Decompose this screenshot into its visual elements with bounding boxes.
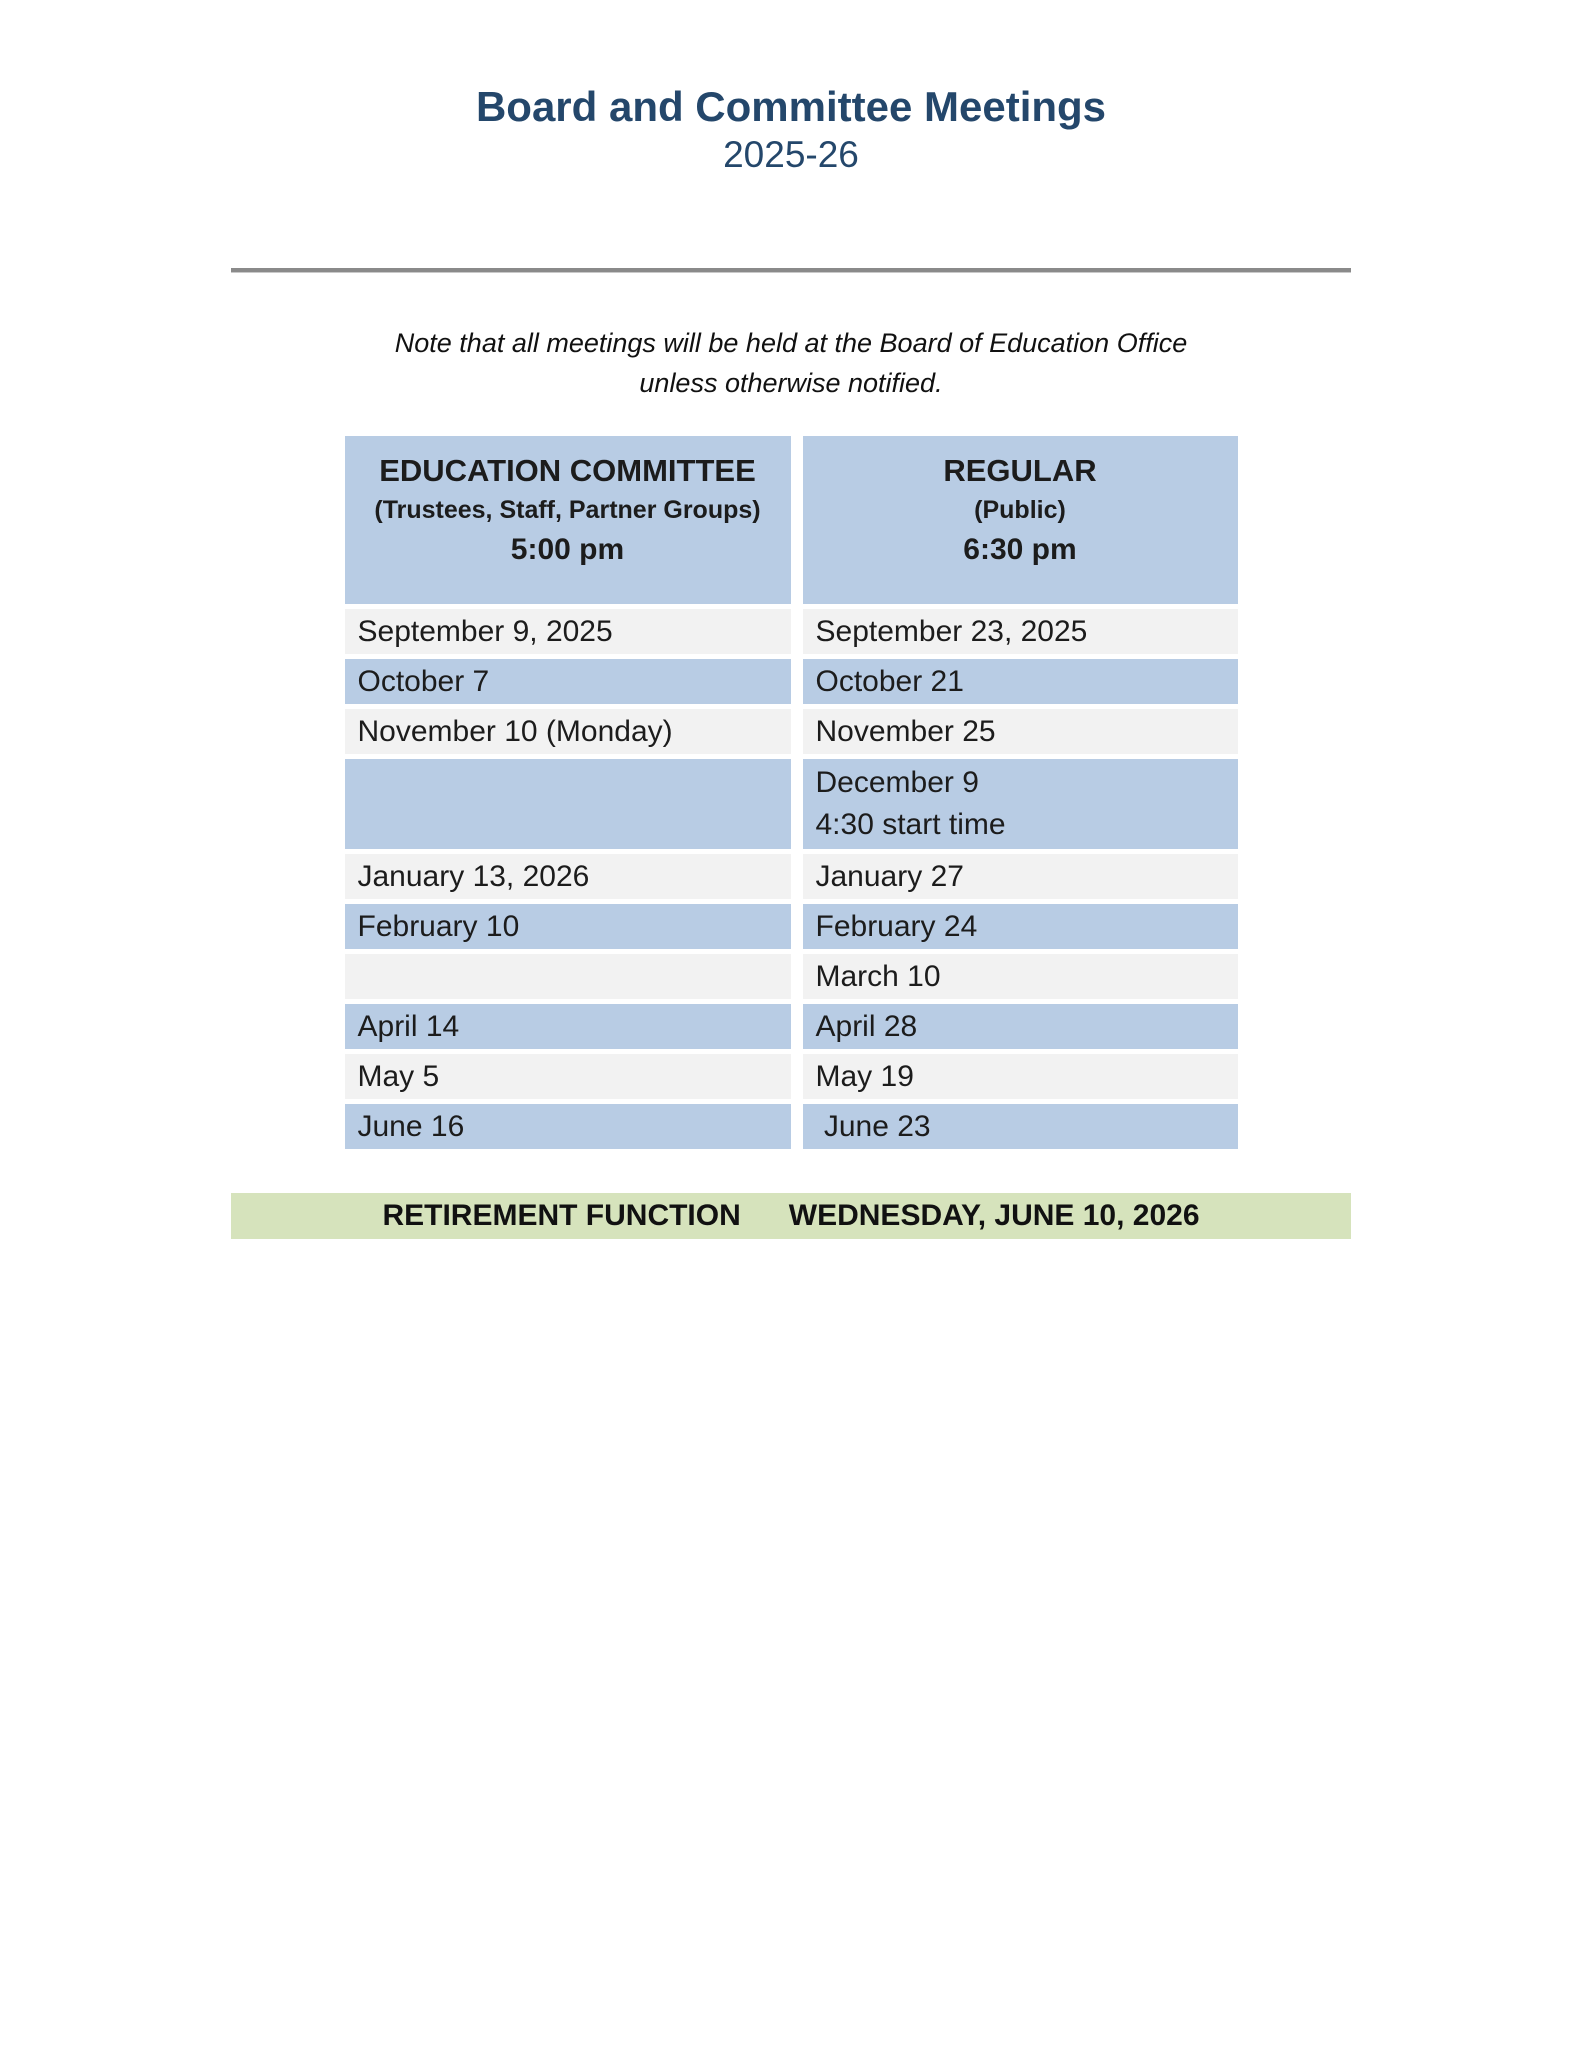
retirement-banner-date: WEDNESDAY, JUNE 10, 2026 [788,1199,1200,1232]
date-cell-regular-2: November 25 [803,709,1238,754]
date-cell-regular-6: March 10 [803,954,1238,999]
regular-meeting-subtitle: (Public) [974,496,1066,524]
date-cell-education-9: June 16 [345,1104,791,1149]
page-title: Board and Committee Meetings [475,83,1107,130]
date-cell-education-3 [345,759,791,849]
note-line-1: Note that all meetings will be held at the Board of Education Office [394,328,1188,358]
date-cell-education-2: November 10 (Monday) [345,709,791,754]
meetings-table [345,436,1238,1149]
date-cell-regular-0: September 23, 2025 [803,609,1238,654]
education-committee-subtitle: (Trustees, Staff, Partner Groups) [374,496,761,524]
regular-meeting-time: 6:30 pm [963,533,1077,566]
date-cell-regular-1: October 21 [803,659,1238,704]
document-page [231,0,1351,1239]
horizontal-rule [231,268,1351,273]
date-cell-education-0: September 9, 2025 [345,609,791,654]
page-subtitle: 2025-26 [723,134,859,175]
date-cell-education-1: October 7 [345,659,791,704]
note-line-2: unless otherwise notified. [639,368,943,398]
regular-meeting-title: REGULAR [943,453,1097,488]
date-cell-regular-5: February 24 [803,904,1238,949]
education-committee-header [345,436,791,604]
date-cell-regular-4: January 27 [803,854,1238,899]
date-cell-regular-8: May 19 [803,1054,1238,1099]
meeting-location-note [231,323,1351,403]
retirement-banner-label: RETIREMENT FUNCTION [382,1199,741,1232]
regular-meeting-header [803,436,1238,604]
date-cell-education-8: May 5 [345,1054,791,1099]
date-cell-education-7: April 14 [345,1004,791,1049]
education-committee-time: 5:00 pm [510,533,625,566]
date-cell-education-6 [345,954,791,999]
date-cell-regular-7: April 28 [803,1004,1238,1049]
retirement-function-banner [231,1193,1351,1239]
date-cell-education-4: January 13, 2026 [345,854,791,899]
date-cell-regular-9: June 23 [803,1104,1238,1149]
date-cell-education-5: February 10 [345,904,791,949]
education-committee-title: EDUCATION COMMITTEE [379,453,756,488]
date-cell-regular-3: December 9 4:30 start time [803,759,1238,849]
